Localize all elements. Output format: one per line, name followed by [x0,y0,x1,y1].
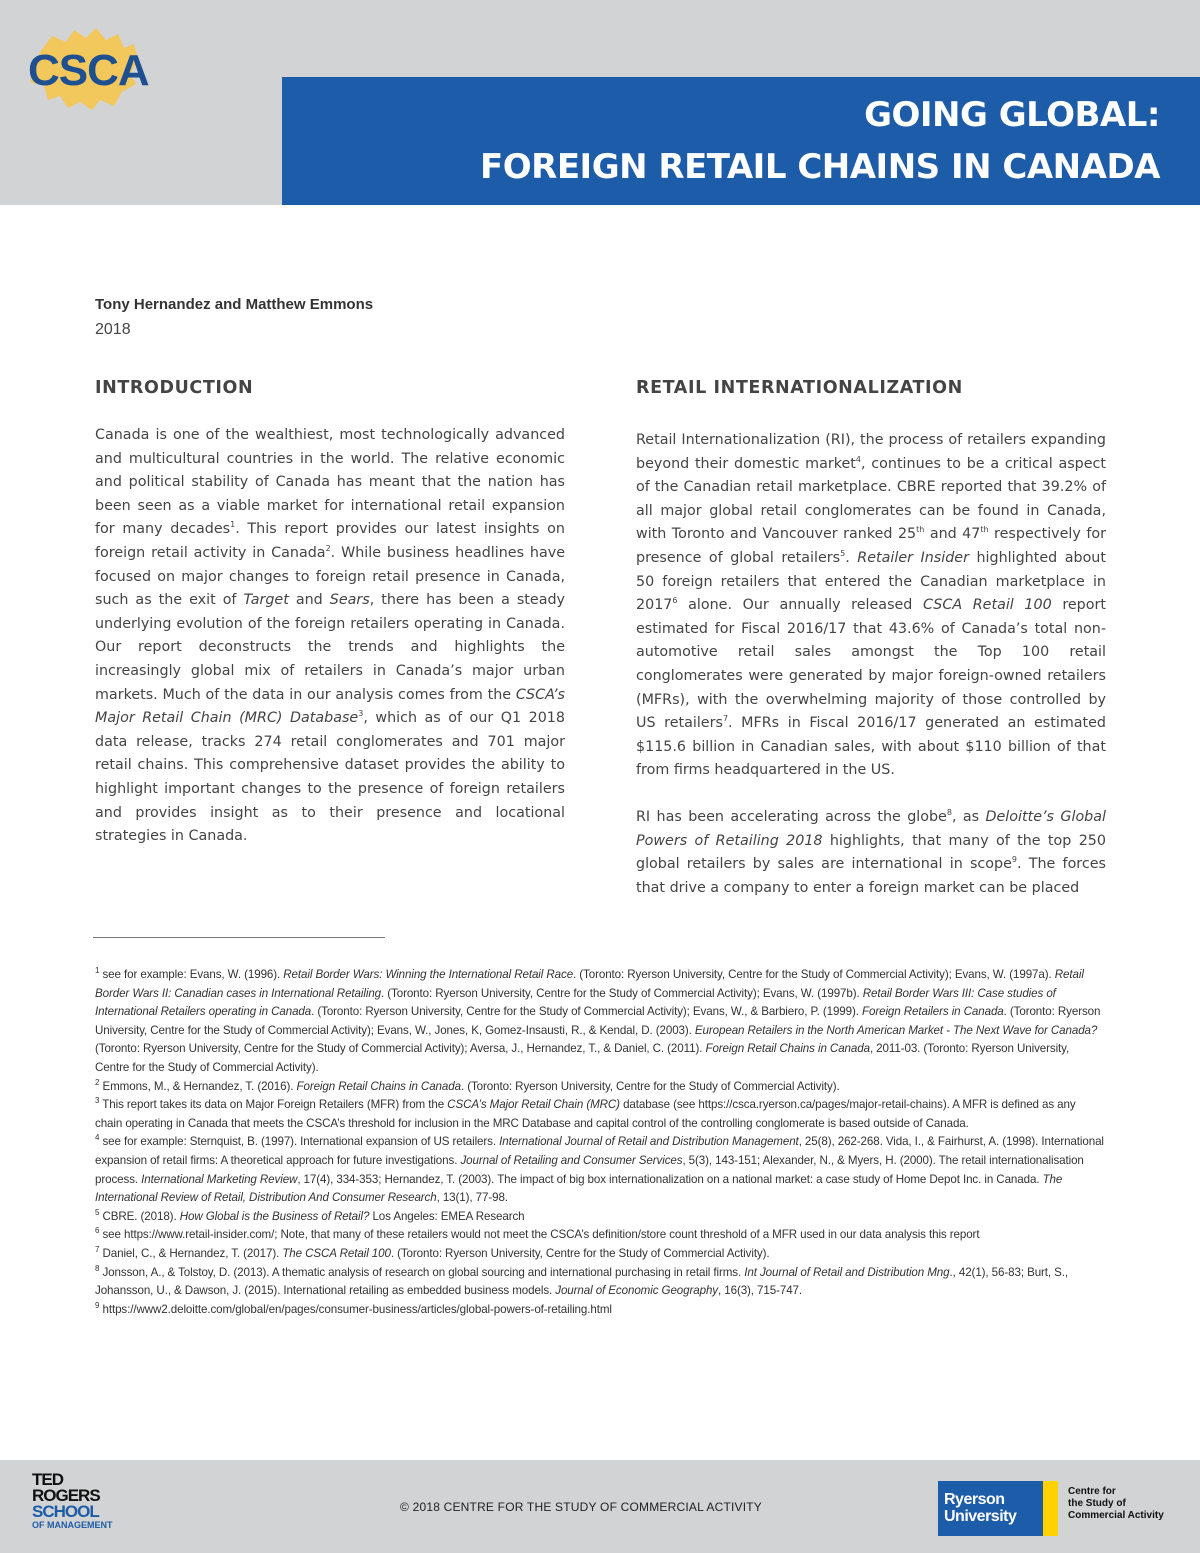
footnote-4: $^4$ see for example: Sternquist, B. (1997). International expansion of US retailers. International Journal of Retail and Distribution Management, 25(8), 262-268. Vida, I., & Fairhurst, A. (1998). International expansion of retail firms: A theoretical approach for future investigations. Journal of Retailing and Consumer Services, 5(3), 143-151; Alexander, N., & Myers, H. (2000). The retail internationalisation process. International Marketing Review, 17(4), 334-353; Hernandez, T. (2003). The impact of big box internationalization on a national market: a case study of Home Depot Inc. in Canada. The International Review of Retail, Distribution And Consumer Research, 13(1), 77-98. [95,1133,1104,1205]
title-line-2: FOREIGN RETAIL CHAINS IN CANADA [480,147,1160,187]
ryerson-yellow-bar [1043,1481,1058,1536]
trs-line-1: TED [32,1470,63,1489]
trs-line-2: ROGERS [32,1486,100,1505]
footnote-6: $^6$ see https://www.retail-insider.com/; Note, that many of these retailers would not meet the CSCA’s definition/store count threshold of a MFR used in our data analysis this report [95,1226,980,1242]
ryerson-logo [938,1481,1058,1536]
title-box [282,77,1200,205]
ryerson-line-1: Ryerson [944,1491,1005,1508]
footnote-7: $^7$ Daniel, C., & Hernandez, T. (2017). The CSCA Retail 100. (Toronto: Ryerson University, Centre for the Study of Commercial Activity). [95,1245,770,1260]
footnote-9: $^9$ https://www2.deloitte.com/global/en/pages/consumer-business/articles/global-powers-of-retailing.html [95,1300,612,1316]
copyright: © 2018 CENTRE FOR THE STUDY OF COMMERCIAL ACTIVITY [400,1500,763,1514]
footnote-divider [93,937,385,938]
footnote-2: $^2$ Emmons, M., & Hernandez, T. (2016). Foreign Retail Chains in Canada. (Toronto: Ryerson University, Centre for the Study of Commercial Activity). [95,1077,840,1093]
year: 2018 [95,321,131,338]
ryerson-line-2: University [944,1508,1017,1525]
footnote-8: $^8$ Jonsson, A., & Tolstoy, D. (2013). A thematic analysis of research on global sourcing and international purchasing in retail firms. Int Journal of Retail and Distribution Mng., 42(1), 56-83; Burt, S., Johansson, U., & Dawson, J. (2015). International retailing as embedded business models. Journal of Economic Geography, 16(3), 715-747. [95,1263,1069,1298]
title-line-1: GOING GLOBAL: [864,95,1160,135]
footnotes [95,966,1105,1319]
ri-paragraph-1: Retail Internationalization (RI), the process of retailers expanding beyond their domestic market$^4$, continues to be a critical aspect of the Canadian retail marketplace. CBRE reported that 39.2% of all major global retail conglomerates can be found in Canada, with Toronto and Vancouver ranked 25th and 47th respectively for presence of global retailers$^5$. Retailer Insider highlighted about 50 foreign retailers that entered the Canadian marketplace in 2017$^6$ alone. Our annually released CSCA Retail 100 report estimated for Fiscal 2016/17 that 43.6% of Canada’s total non-automotive retail sales amongst the Top 100 retail conglomerates were generated by major foreign-owned retailers (MFRs), with the overwhelming majority of those controlled by US retailers$^7$. MFRs in Fiscal 2016/17 generated an estimated $115.6 billion in Canadian sales, with about $110 billion of that from firms headquartered in the US. [636,432,1106,779]
ted-rogers-logo [32,1472,132,1544]
centre-logo-text [1068,1486,1164,1522]
centre-line-2: the Study of [1068,1498,1126,1509]
logo-text: CSCA [28,46,149,95]
trs-line-3: SCHOOL [32,1502,99,1521]
centre-line-3: Commercial Activity [1068,1510,1164,1521]
footnote-3: $^3$ This report takes its data on Major Foreign Retailers (MFR) from the CSCA’s Major Retail Chain (MRC) database (see https://csca.ryerson.ca/pages/major-retail-chains). A MFR is defined as any chain operating in Canada that meets the CSCA’s threshold for inclusion in the MRC Database and capital control of the controlling conglomerate is based outside of Canada. [95,1096,1076,1130]
trs-line-4: OF MANAGEMENT [32,1520,113,1530]
ri-body [636,429,1106,900]
footnote-1: $^1$ see for example: Evans, W. (1996). Retail Border Wars: Winning the International Retail Race. (Toronto: Ryerson University, Centre for the Study of Commercial Activity); Evans, W. (1997a). Retail Border Wars II: Canadian cases in International Retailing. (Toronto: Ryerson University, Centre for the Study of Commercial Activity); Evans, W. (1997b). Retail Border Wars III: Case studies of International Retailers operating in Canada. (Toronto: Ryerson University, Centre for the Study of Commercial Activity); Evans, W., & Barbiero, P. (1999). Foreign Retailers in Canada. (Toronto: Ryerson University, Centre for the Study of Commercial Activity); Evans, W., Jones, K, Gomez-Insausti, R., & Kendal, D. (2003). European Retailers in the North American Market - The Next Wave for Canada? (Toronto: Ryerson University, Centre for the Study of Commercial Activity); Aversa, J., Hernandez, T., & Daniel, C. (2011). Foreign Retail Chains in Canada, 2011-03. (Toronto: Ryerson University, Centre for the Study of Commercial Activity). [95,966,1101,1074]
ri-heading: RETAIL INTERNATIONALIZATION [636,378,963,398]
ri-paragraph-2: RI has been accelerating across the globe$^8$, as Deloitte’s Global Powers of Retailing 2018 highlights, that many of the top 250 global retailers by sales are international in scope$^9$. The forces that drive a company to enter a foreign market can be placed [636,808,1106,896]
centre-line-1: Centre for [1068,1486,1116,1497]
intro-heading: INTRODUCTION [95,378,254,398]
authors: Tony Hernandez and Matthew Emmons [95,296,374,313]
intro-body: Canada is one of the wealthiest, most technologically advanced and multicultural countries in the world. The relative economic and political stability of Canada has meant that the nation has been seen as a viable market for international retail expansion for many decades$^1$. This report provides our latest insights on foreign retail activity in Canada$^2$. While business headlines have focused on major changes to foreign retail presence in Canada, such as the exit of Target and Sears, there has been a steady underlying evolution of the foreign retailers operating in Canada. Our report deconstructs the trends and highlights the increasingly global mix of retailers in Canada’s major urban markets. Much of the data in our analysis comes from the CSCA’s Major Retail Chain (MRC) Database$^3$, which as of our Q1 2018 data release, tracks 274 retail conglomerates and 701 major retail chains. This comprehensive dataset provides the ability to highlight important changes to the presence of foreign retailers and provides insight as to their presence and locational strategies in Canada. [95,427,566,845]
footnote-5: $^5$ CBRE. (2018). How Global is the Business of Retail? Los Angeles: EMEA Research [95,1207,525,1223]
ryerson-logo-text [944,1491,1016,1525]
